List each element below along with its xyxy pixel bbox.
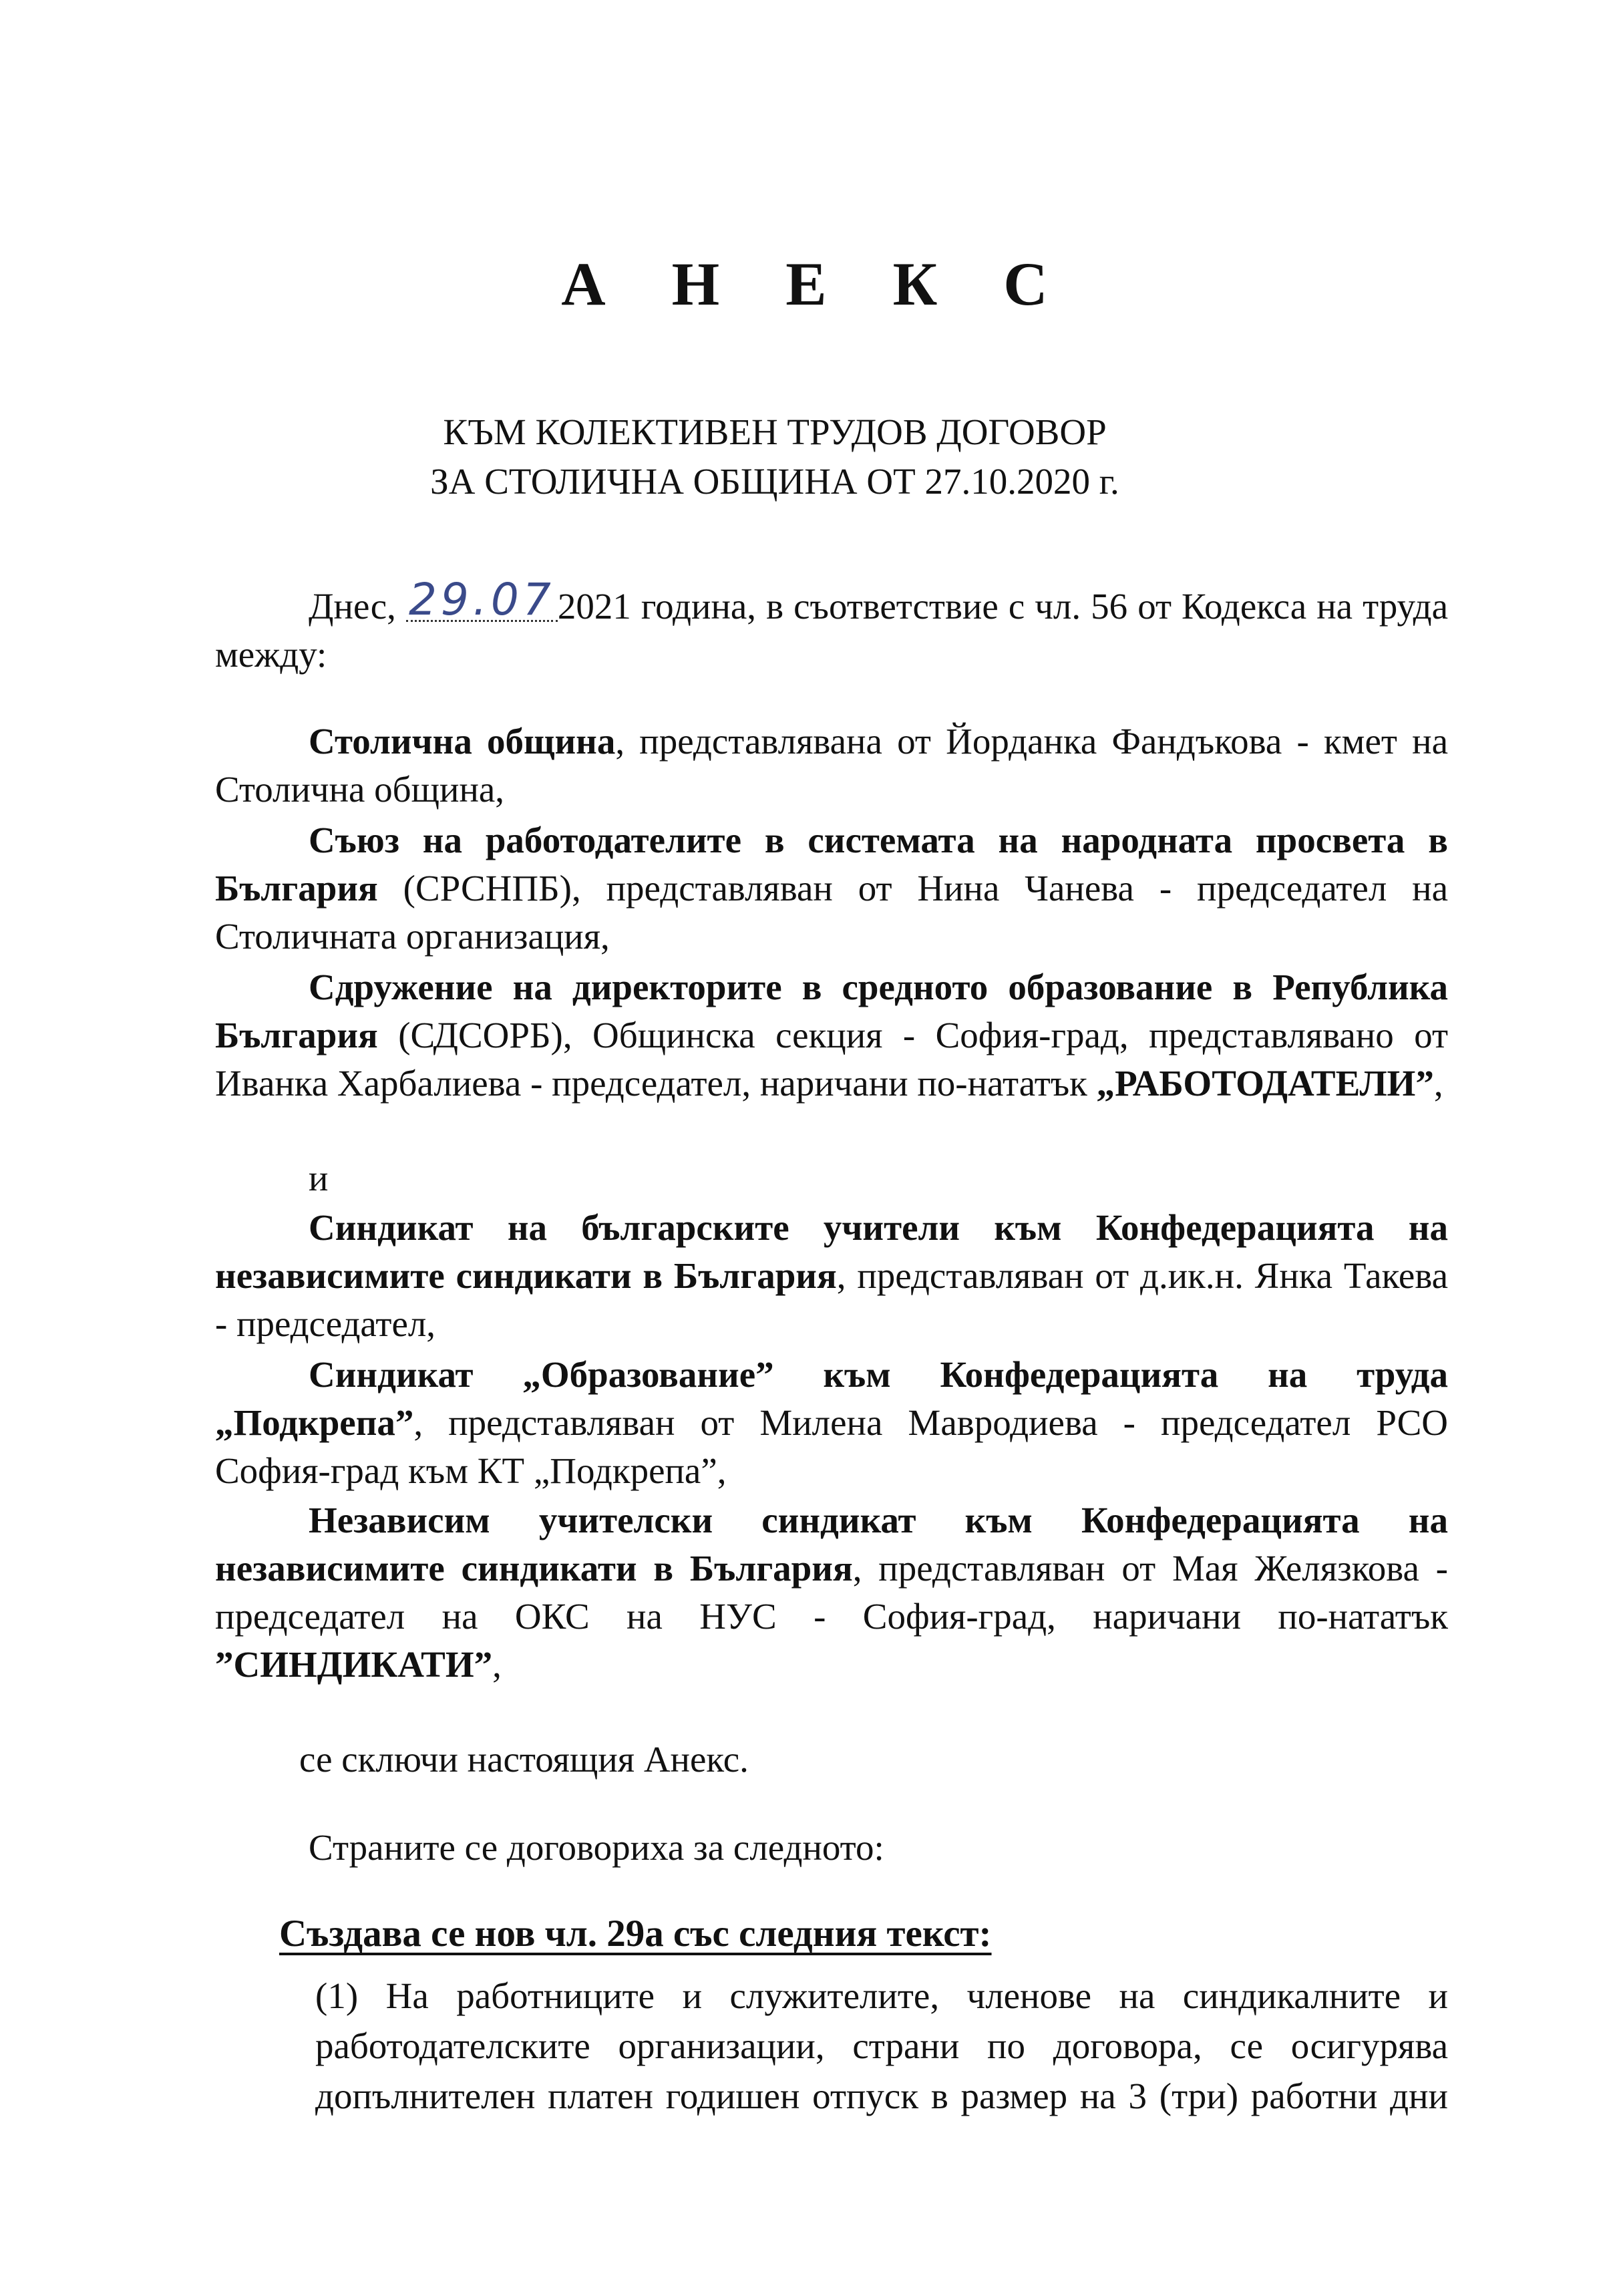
handwritten-date: 29.07 [406,580,558,622]
party-details: (СРСНПБ), представляван от Нина Чанева - председател на Столичната организация, [215,868,1448,957]
conjunction: и [309,1158,329,1198]
party-stolichna-obshtina [215,717,1448,814]
intro-after-date: 2021 година, в съответствие с чл. 56 от Кодекса на труда между: [215,586,1448,675]
punctuation: , [492,1644,502,1685]
party-details: (СДСОРБ), Общинска секция - София-град, представлявано от Иванка Харбалиева - председател, наричани по-нататък [215,1015,1448,1104]
concluded-statement: се сключи настоящия Анекс. [299,1739,749,1780]
document-subtitle [0,407,1550,506]
union-sbu [215,1204,1448,1348]
paragraph-1 [315,1971,1448,2121]
party-srsnpb [215,816,1448,961]
section-heading: Създава се нов чл. 29а със следния текст: [279,1913,992,1955]
paragraph-1-text: (1) На работниците и служителите, членове на синдикалните и работодателските организации, страни по договора, се осигурява допълнителен платен годишен отпуск в размер на 3 (три) работни дни [315,1975,1448,2116]
party-name: Столична община [309,721,616,762]
union-details: , представляван от Мая Желязкова - председател на ОКС на НУС - София-град, наричани по-нататък [215,1548,1448,1637]
agreed-statement: Страните се договориха за следното: [309,1827,884,1868]
intro-before-date: Днес, [309,586,406,627]
union-podkrepa [215,1351,1448,1495]
union-details: , представляван от д.ик.н. Янка Такева - председател, [215,1255,1448,1344]
party-sdsorb [215,963,1448,1108]
union-nus [215,1496,1448,1689]
party-name: Сдружение на директорите в средното образование в Република България [215,967,1448,1055]
unions-label: ”СИНДИКАТИ” [215,1644,493,1685]
intro-paragraph [215,574,1448,679]
party-details: , представлявана от Йорданка Фандъкова - кмет на Столична община, [215,721,1448,810]
party-name: Съюз на работодателите в системата на народната просвета в България [215,820,1448,909]
punctuation: , [1433,1063,1443,1104]
union-name: Независим учителски синдикат към Конфедерацията на независимите синдикати в България [215,1500,1448,1589]
union-name: Синдикат на българските учители към Конфедерацията на независимите синдикати в България [215,1207,1448,1296]
document-title: А Н Е К С [561,250,1073,318]
employers-label: „РАБОТОДАТЕЛИ” [1096,1063,1434,1104]
union-details: , представляван от Милена Мавродиева - председател РСО София-град към КТ „Подкрепа”, [215,1402,1448,1491]
subtitle-line-1: КЪМ КОЛЕКТИВЕН ТРУДОВ ДОГОВОР [443,412,1107,452]
subtitle-line-2: ЗА СТОЛИЧНА ОБЩИНА ОТ 27.10.2020 г. [430,461,1119,502]
union-name: Синдикат „Образование” към Конфедерацията на труда „Подкрепа” [215,1354,1448,1443]
